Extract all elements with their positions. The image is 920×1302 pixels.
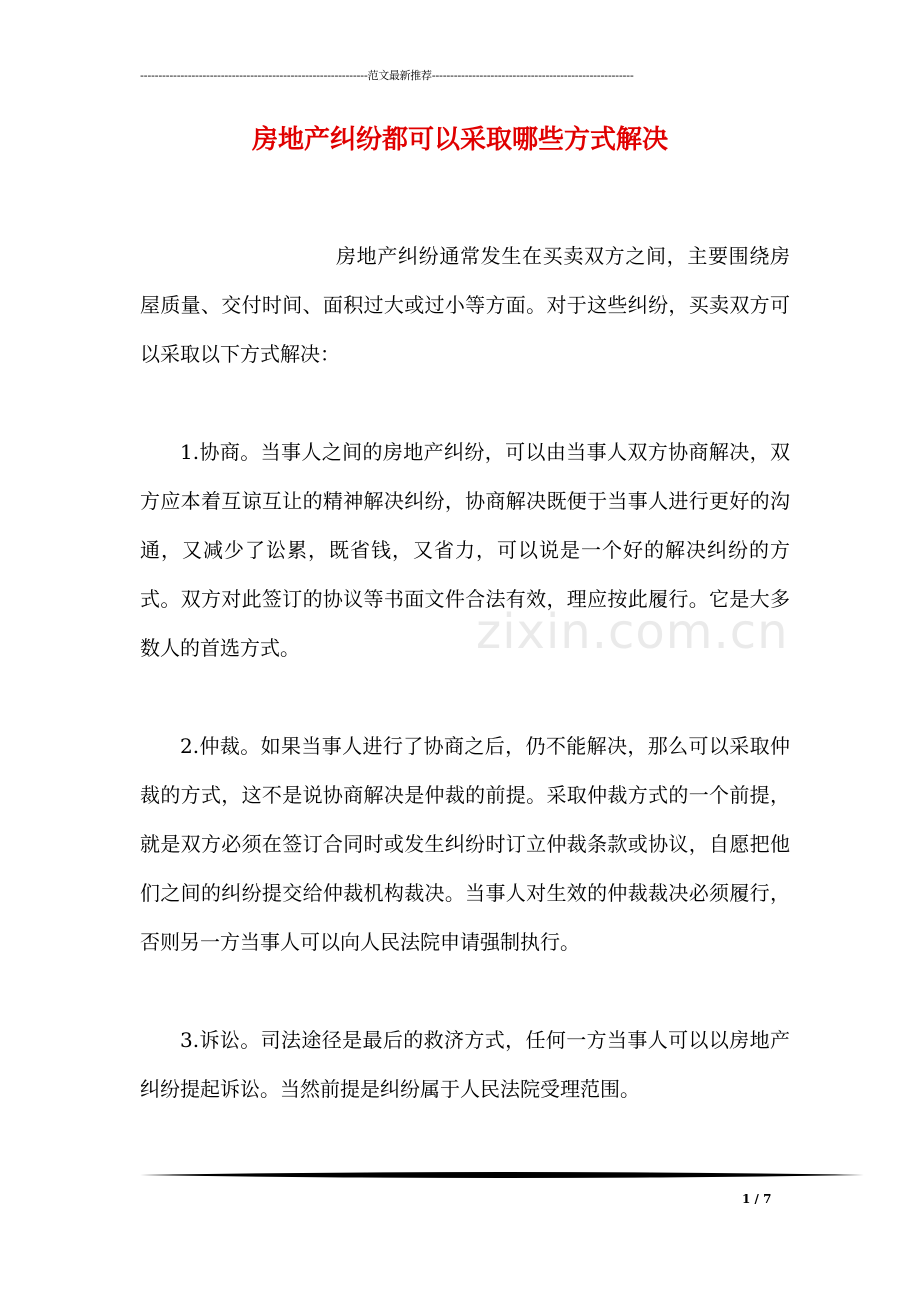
intro-paragraph: 房地产纠纷通常发生在买卖双方之间，主要围绕房屋质量、交付时间、面积过大或过小等方面。对于这些纠纷，买卖双方可以采取以下方式解决： <box>140 244 790 366</box>
page-number: 1 / 7 <box>742 1192 772 1206</box>
document-title: 房地产纠纷都可以采取哪些方式解决 <box>251 125 668 155</box>
header-banner: --------------------------------------------------------------范文最新推荐------------------------------------------------------- <box>140 69 634 82</box>
footer-divider <box>140 1170 864 1180</box>
watermark: zixin.com.cn <box>476 604 789 660</box>
document-body <box>140 232 790 1163</box>
paragraph-litigation: 3.诉讼。司法途径是最后的救济方式，任何一方当事人可以以房地产纠纷提起诉讼。当然前提是纠纷属于人民法院受理范围。 <box>140 1028 790 1101</box>
paragraph-negotiation: 1.协商。当事人之间的房地产纠纷，可以由当事人双方协商解决，双方应本着互谅互让的精神解决纠纷，协商解决既便于当事人进行更好的沟通，又减少了讼累，既省钱，又省力，可以说是一个好的解决纠纷的方式。双方对此签订的协议等书面文件合法有效，理应按此履行。它是大多数人的首选方式。 <box>140 440 790 660</box>
paragraph-arbitration: 2.仲裁。如果当事人进行了协商之后，仍不能解决，那么可以采取仲裁的方式，这不是说协商解决是仲裁的前提。采取仲裁方式的一个前提，就是双方必须在签订合同时或发生纠纷时订立仲裁条款或协议，自愿把他们之间的纠纷提交给仲裁机构裁决。当事人对生效的仲裁裁决必须履行，否则另一方当事人可以向人民法院申请强制执行。 <box>140 734 790 954</box>
